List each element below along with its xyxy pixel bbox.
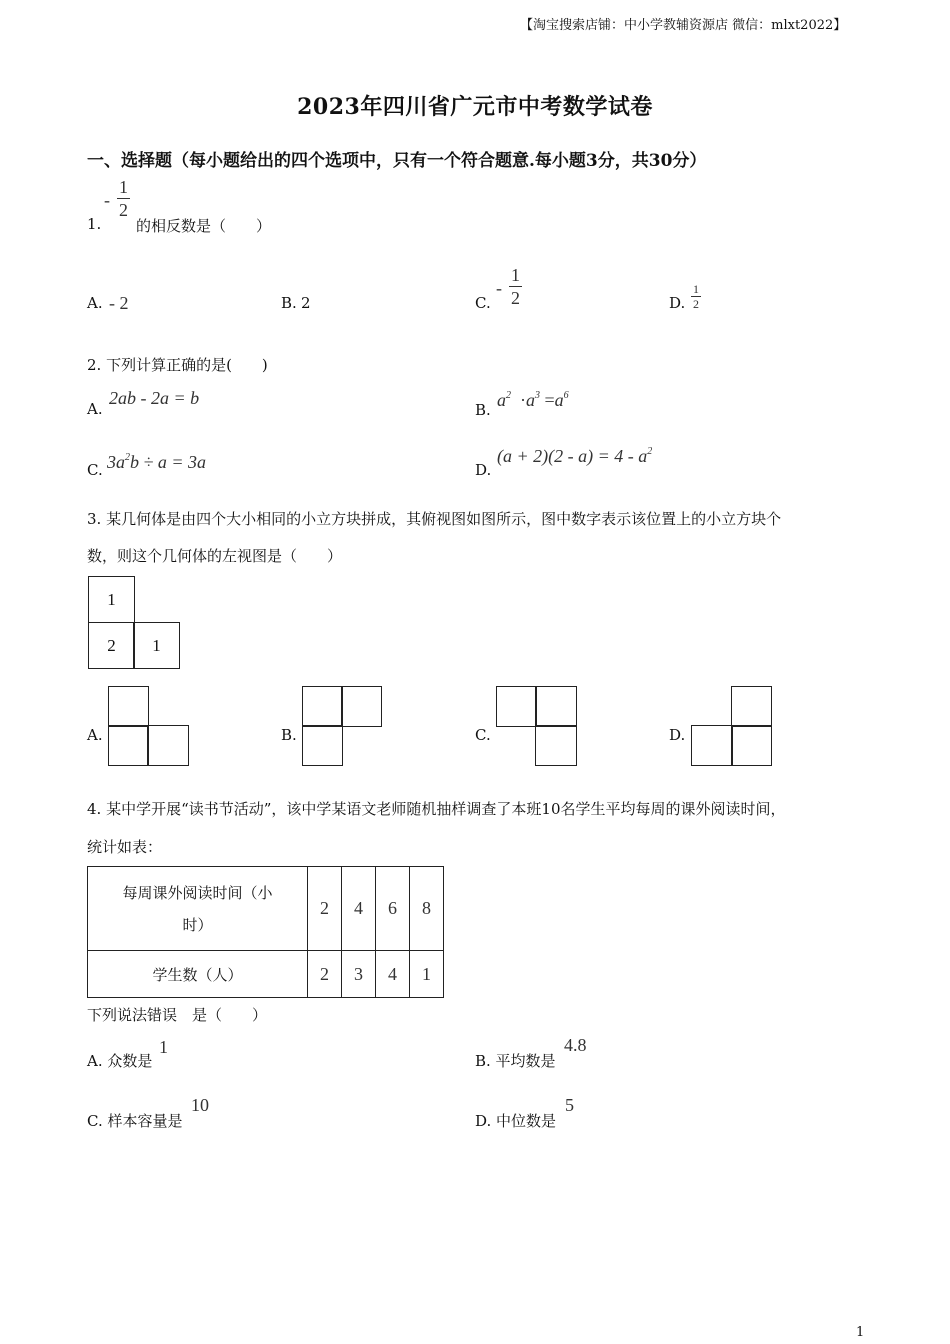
table-cell: 3 (342, 951, 376, 998)
q2-b-exp1: 2 (506, 390, 511, 401)
figure-cell (108, 686, 149, 727)
q1-number: 1. (87, 215, 102, 233)
q2-b-base2: a (526, 390, 535, 410)
q2-b-dot: · (520, 390, 526, 410)
q1-option-d-fraction (691, 283, 701, 310)
figure-cell (302, 725, 343, 766)
section-heading: 一、选择题（每小题给出的四个选项中，只有一个符合题意.每小题3分，共30分） (87, 151, 707, 171)
table-row (88, 951, 444, 998)
q4-question: 下列说法错误 是（ ） (87, 1006, 268, 1024)
table-row (88, 867, 444, 951)
q4-option-b-value: 4.8 (564, 1035, 587, 1055)
figure-cell (496, 686, 537, 727)
figure-cell (731, 686, 772, 727)
figure-cell (147, 725, 189, 766)
q1-option-d-denominator: 2 (693, 297, 699, 311)
q4-option-b-label[interactable]: B. 平均数是 (475, 1052, 556, 1070)
page-title: 2023年四川省广元市中考数学试卷 (297, 94, 653, 120)
table-cell: 1 (410, 951, 444, 998)
q4-stem-line1: 4. 某中学开展“读书节活动”，该中学某语文老师随机抽样调查了本班10名学生平均每周的课外阅读时间， (87, 800, 786, 818)
q3-option-d-label[interactable]: D. (669, 726, 686, 744)
reading-time-table (87, 866, 444, 998)
page-number: 1 (856, 1325, 865, 1340)
figure-cell (535, 725, 577, 766)
q2-d-exp: 2 (647, 446, 653, 457)
q1-option-c-fraction (509, 266, 522, 307)
q3-stem-line1: 3. 某几何体是由四个大小相同的小立方块拼成，其俯视图如图所示，图中数字表示该位置上的小立方块个 (87, 510, 782, 528)
table-cell: 4 (342, 867, 376, 951)
q1-option-d-label[interactable]: D. (669, 294, 686, 312)
row1-label-part2: 时） (182, 915, 213, 934)
q2-c-exp: 2 (125, 452, 130, 463)
q2-b-base1: a (497, 390, 506, 410)
table-cell: 2 (308, 867, 342, 951)
q2-option-a-label[interactable]: A. (87, 400, 103, 418)
top-view-cell: 2 (88, 622, 135, 669)
figure-cell (108, 725, 149, 766)
q1-option-a-value: - 2 (109, 293, 129, 313)
q1-option-b-label[interactable]: B. (281, 294, 297, 312)
table-cell: 2 (308, 951, 342, 998)
q2-b-exp2: 3 (535, 390, 540, 401)
q1-fraction-numerator: 1 (119, 177, 128, 197)
figure-cell (731, 725, 772, 766)
q3-stem-line2: 数，则这个几何体的左视图是（ ） (87, 547, 343, 565)
q1-fraction (117, 178, 130, 219)
q1-option-c-numerator: 1 (511, 265, 520, 285)
q1-option-c-sign: - (496, 278, 502, 298)
shop-note: 【淘宝搜索店铺：中小学教辅资源店 微信：mlxt2022】 (520, 18, 847, 33)
q1-fraction-sign: - (104, 190, 110, 210)
q1-option-d-numerator: 1 (693, 282, 699, 296)
q2-b-eq: = (544, 390, 555, 410)
q2-stem: 2. 下列计算正确的是( ) (87, 356, 268, 374)
top-view-cell: 1 (88, 576, 135, 623)
q2-c-post: b ÷ a = 3a (130, 452, 207, 472)
question-1 (87, 178, 887, 328)
q1-option-c-label[interactable]: C. (475, 294, 491, 312)
top-view-cell: 1 (133, 622, 180, 669)
q3-option-b-label[interactable]: B. (281, 726, 297, 744)
q2-option-c-expr (107, 452, 206, 473)
q1-option-c-denominator: 2 (511, 288, 520, 308)
figure-cell (302, 686, 343, 727)
q3-option-a-label[interactable]: A. (87, 726, 103, 744)
table-cell: 6 (376, 867, 410, 951)
q4-stem-line2: 统计如表： (87, 838, 163, 856)
row1-label-part1: 每周课外阅读时间（小 (122, 883, 273, 902)
q2-option-d-label[interactable]: D. (475, 461, 492, 479)
table-cell: 8 (410, 867, 444, 951)
q2-option-b-expr (497, 390, 569, 411)
q1-stem: 的相反数是（ ） (136, 217, 272, 235)
q2-b-exp3: 6 (563, 390, 569, 401)
figure-cell (691, 725, 733, 766)
q2-b-base3: a (554, 390, 564, 410)
figure-cell (341, 686, 382, 727)
q2-option-d-expr (497, 446, 652, 467)
q2-option-c-label[interactable]: C. (87, 461, 103, 479)
figure-cell (535, 686, 577, 727)
q4-option-a-label[interactable]: A. 众数是 (87, 1052, 153, 1070)
table-row-label (88, 867, 308, 951)
q4-option-a-value: 1 (159, 1037, 168, 1057)
q2-c-pre: 3a (107, 452, 125, 472)
table-cell: 4 (376, 951, 410, 998)
q2-option-a-expr: 2ab - 2a = b (109, 388, 200, 408)
q2-option-b-label[interactable]: B. (475, 401, 491, 419)
q1-option-b-value: 2 (301, 294, 311, 312)
q1-fraction-denominator: 2 (119, 200, 128, 220)
table-row-label: 学生数（人） (88, 951, 308, 998)
q2-d-expr-text: (a + 2)(2 - a) = 4 - a (497, 446, 648, 466)
q4-option-c-label[interactable]: C. 样本容量是 (87, 1112, 183, 1130)
q1-option-a-label[interactable]: A. (87, 294, 103, 312)
q4-option-c-value: 10 (191, 1095, 209, 1115)
q3-option-c-label[interactable]: C. (475, 726, 491, 744)
q4-option-d-label[interactable]: D. 中位数是 (475, 1112, 557, 1130)
q4-option-d-value: 5 (565, 1095, 574, 1115)
